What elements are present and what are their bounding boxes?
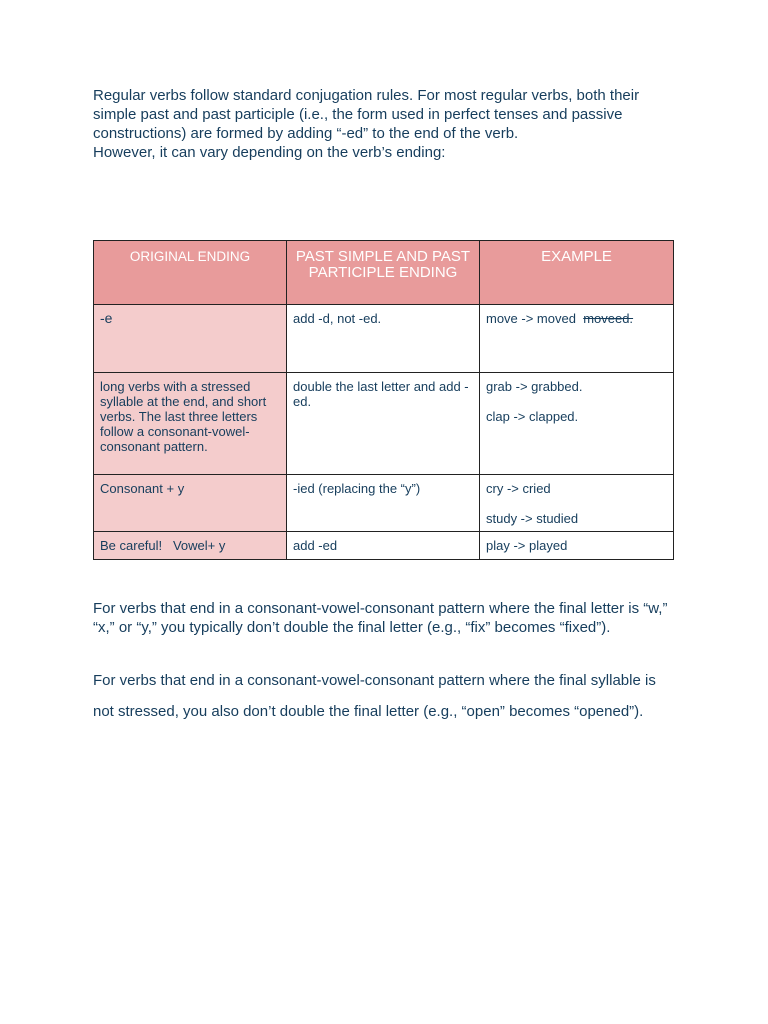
rule-cell: double the last letter and add -ed.	[287, 373, 480, 475]
ending-cell: Consonant + y	[94, 475, 287, 532]
ending-cell: long verbs with a stressed syllable at the end, and short verbs. The last three letters follow a consonant-vowel-consonant pattern.	[94, 373, 287, 475]
table-row	[94, 305, 674, 373]
rule-cell: add -ed	[287, 532, 480, 560]
example-text: play -> played	[486, 538, 568, 553]
header-example: EXAMPLE	[480, 241, 674, 305]
ending-cell: Be careful! Vowel+ y	[94, 532, 287, 560]
intro-paragraph-ending: However, it can vary depending on the verb’s ending:	[93, 144, 446, 161]
header-past-ending: PAST SIMPLE AND PAST PARTICIPLE ENDING	[287, 241, 480, 305]
example-cell	[480, 532, 674, 560]
struck-example-text: moveed.	[583, 311, 634, 326]
rule-cell: add -d, not -ed.	[287, 305, 480, 373]
table-row	[94, 373, 674, 475]
example-cell	[480, 373, 674, 475]
example-text: move -> moved	[486, 311, 576, 326]
note-paragraph: For verbs that end in a consonant-vowel-consonant pattern where the final syllable is not stressed, you also don’t double the final letter (e.g., “open” becomes “opened”).	[93, 672, 656, 720]
example-cell	[480, 475, 674, 532]
example-cell	[480, 305, 674, 373]
note-paragraph: For verbs that end in a consonant-vowel-consonant pattern where the final letter is “w,” “x,” or “y,” you typically don’t double the final letter (e.g., “fix” becomes “fixed”).	[93, 600, 668, 636]
table-row	[94, 532, 674, 560]
verb-ending-table	[93, 240, 674, 560]
rule-cell: -ied (replacing the “y”)	[287, 475, 480, 532]
example-text: study -> studied	[486, 511, 579, 526]
ending-cell: -e	[94, 305, 287, 373]
table-row	[94, 475, 674, 532]
example-text: grab -> grabbed.	[486, 379, 583, 394]
example-text: clap -> clapped.	[486, 409, 579, 424]
intro-paragraph: Regular verbs follow standard conjugation rules. For most regular verbs, both their simple past and past participle (i.e., the form used in perfect tenses and passive constructions) are formed by adding “-ed” to the end of the verb.	[93, 87, 640, 142]
intro-text	[93, 86, 673, 162]
table-header-row	[94, 241, 674, 305]
header-original-ending: ORIGINAL ENDING	[94, 241, 287, 305]
example-text: cry -> cried	[486, 481, 551, 496]
